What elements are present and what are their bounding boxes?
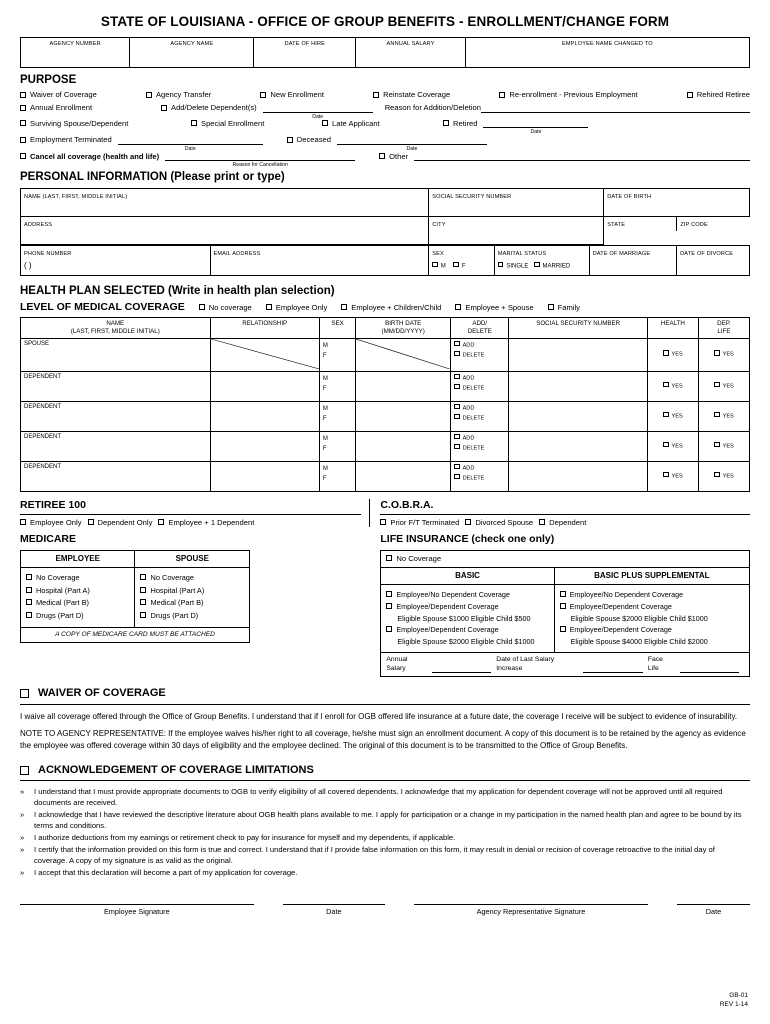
checkbox-icon[interactable] xyxy=(454,434,460,440)
medicare-col-spouse: SPOUSE xyxy=(135,551,250,568)
checkbox-icon[interactable] xyxy=(453,262,459,268)
cobra-prior-ft-terminated[interactable]: Prior F/T Terminated xyxy=(380,518,459,527)
checkbox-icon[interactable] xyxy=(20,92,26,98)
agency-info-table xyxy=(20,37,750,68)
checkbox-icon[interactable] xyxy=(663,442,669,448)
checkbox-icon[interactable] xyxy=(663,472,669,478)
diagonal-strike-icon xyxy=(211,339,319,369)
purpose-agency-transfer[interactable]: Agency Transfer xyxy=(146,90,211,99)
spouse-birthdate-cell[interactable] xyxy=(356,338,451,371)
dep4-deplife-cell[interactable]: YES xyxy=(698,461,749,491)
medicare-life-row xyxy=(20,533,750,677)
checkbox-icon[interactable] xyxy=(386,591,392,597)
checkbox-icon[interactable] xyxy=(443,120,449,126)
medicare-emp-hospital[interactable]: Hospital (Part A) xyxy=(26,585,129,598)
checkbox-icon[interactable] xyxy=(140,574,146,580)
waiver-heading: WAIVER OF COVERAGE xyxy=(38,687,166,700)
purpose-new-enrollment[interactable]: New Enrollment xyxy=(260,90,324,99)
life-supp-dependent-1-detail: Eligible Spouse $2000 Eligible Child $1000 xyxy=(570,613,708,623)
life-supplemental-options xyxy=(554,584,749,652)
form-id: GB-01 xyxy=(729,992,748,1000)
life-no-coverage[interactable]: No Coverage xyxy=(381,551,750,567)
dep1-ssn-cell[interactable] xyxy=(509,371,648,401)
other-reason-field[interactable] xyxy=(414,153,750,161)
checkbox-icon[interactable] xyxy=(663,350,669,356)
address-cell[interactable]: ADDRESS xyxy=(21,216,429,244)
cancel-reason-field[interactable]: Reason for Cancellation xyxy=(165,153,355,161)
list-item: » I accept that this declaration will become a part of my application for coverage. xyxy=(20,868,298,878)
col-name: NAME (LAST, FIRST, MIDDLE INITIAL) xyxy=(21,318,211,339)
dep1-deplife-cell[interactable]: YES xyxy=(698,371,749,401)
zip-cell[interactable]: ZIP CODE xyxy=(680,221,708,228)
deceased-date-field[interactable]: Date xyxy=(337,137,487,145)
phone-value: ( ) xyxy=(24,260,32,270)
checkbox-icon[interactable] xyxy=(266,304,272,310)
col-relationship: RELATIONSHIP xyxy=(210,318,319,339)
spouse-sex-cell[interactable]: M F xyxy=(319,338,355,371)
acknowledgement-heading: ACKNOWLEDGEMENT OF COVERAGE LIMITATIONS xyxy=(38,763,314,776)
checkbox-icon[interactable] xyxy=(26,574,32,580)
checkbox-icon[interactable] xyxy=(380,519,386,525)
medicare-col-employee: EMPLOYEE xyxy=(21,551,135,568)
purpose-add-delete-dependents[interactable]: Add/Delete Dependent(s) xyxy=(161,103,257,112)
purpose-reenrollment[interactable]: Re-enrollment - Previous Employment xyxy=(499,90,637,99)
acknowledgement-list xyxy=(20,786,750,878)
life-basic-dependent-1[interactable]: Employee/Dependent Coverage xyxy=(386,601,548,613)
life-heading: LIFE INSURANCE (check one only) xyxy=(380,533,555,546)
checkbox-icon[interactable] xyxy=(379,153,385,159)
dep4-birthdate-cell[interactable] xyxy=(356,461,451,491)
medicare-spouse-options xyxy=(135,568,250,627)
dep2-relationship-cell[interactable] xyxy=(210,401,319,431)
dep2-ssn-cell[interactable] xyxy=(509,401,648,431)
diagonal-strike-icon xyxy=(356,339,450,369)
reason-addition-deletion-field[interactable] xyxy=(481,105,750,113)
agency-signature-line[interactable]: Agency Representative Signature xyxy=(414,905,648,919)
checkbox-icon[interactable] xyxy=(432,262,438,268)
life-col-basic-supplemental: BASIC PLUS SUPPLEMENTAL xyxy=(554,567,749,584)
medicare-section xyxy=(20,533,370,677)
purpose-row-2 xyxy=(20,103,750,120)
life-basic-no-dependent[interactable]: Employee/No Dependent Coverage xyxy=(386,589,548,601)
dep3-add-delete-cell[interactable]: ADD DELETE xyxy=(451,431,509,461)
coverage-employee-spouse[interactable]: Employee + Spouse xyxy=(455,303,533,312)
medicare-sp-drugs[interactable]: Drugs (Part D) xyxy=(140,610,244,623)
life-supp-no-dependent[interactable]: Employee/No Dependent Coverage xyxy=(560,589,744,601)
dep1-sex-cell[interactable]: M F xyxy=(319,371,355,401)
phone-cell[interactable]: PHONE NUMBER ( ) xyxy=(21,245,211,275)
checkbox-icon[interactable] xyxy=(386,603,392,609)
purpose-cancel-all-coverage[interactable]: Cancel all coverage (health and life) xyxy=(20,152,159,161)
bullet-icon: » xyxy=(20,868,25,878)
checkbox-icon[interactable] xyxy=(454,384,460,390)
row-label-dependent-4: DEPENDENT xyxy=(21,461,211,491)
coverage-level-row xyxy=(20,301,750,314)
purpose-row-5 xyxy=(20,151,750,169)
purpose-employment-terminated[interactable]: Employment Terminated xyxy=(20,135,112,144)
checkbox-icon[interactable] xyxy=(454,464,460,470)
medicare-emp-no-coverage[interactable]: No Coverage xyxy=(26,572,129,585)
spouse-relationship-cell[interactable] xyxy=(210,338,319,371)
purpose-annual-enrollment[interactable]: Annual Enrollment xyxy=(20,103,155,112)
checkbox-icon[interactable] xyxy=(454,414,460,420)
coverage-family[interactable]: Family xyxy=(548,303,580,312)
checkbox-icon[interactable] xyxy=(454,444,460,450)
table-row[interactable] xyxy=(21,338,750,371)
retired-date-field[interactable]: Date xyxy=(483,120,588,128)
col-birthdate: BIRTH DATE (MM/DD/YYYY) xyxy=(356,318,451,339)
spouse-add-delete-cell[interactable]: ADD DELETE xyxy=(451,338,509,371)
purpose-reinstate-coverage[interactable]: Reinstate Coverage xyxy=(373,90,450,99)
checkbox-icon[interactable] xyxy=(88,519,94,525)
checkbox-icon[interactable] xyxy=(714,472,720,478)
last-salary-increase-input[interactable] xyxy=(583,672,642,673)
dep1-health-cell[interactable]: YES xyxy=(647,371,698,401)
dep4-add-delete-cell[interactable]: ADD DELETE xyxy=(451,461,509,491)
life-footer-fields: Annual Salary Date of Last Salary Increase Face Life xyxy=(381,653,750,677)
checkbox-icon[interactable] xyxy=(687,92,693,98)
checkbox-icon[interactable] xyxy=(539,519,545,525)
medicare-sp-hospital[interactable]: Hospital (Part A) xyxy=(140,585,244,598)
waiver-paragraph-2: NOTE TO AGENCY REPRESENTATIVE: If the employee waives his/her right to all coverage, he/she must sign an enrollment document. A copy of this document is to be retained by the agency as evidence the employee was offered coverage within 30 days of eligibility and the employee declined. The original of this document is to be transmitted to the Office of Group Benefits. xyxy=(20,729,746,751)
col-ssn: SOCIAL SECURITY NUMBER xyxy=(509,318,648,339)
dep3-sex-cell[interactable]: M F xyxy=(319,431,355,461)
dep2-add-delete-cell[interactable]: ADD DELETE xyxy=(451,401,509,431)
checkbox-icon[interactable] xyxy=(454,341,460,347)
dep2-deplife-cell[interactable]: YES xyxy=(698,401,749,431)
retiree-employee-plus-one[interactable]: Employee + 1 Dependent xyxy=(158,518,254,527)
acknowledgement-checkbox[interactable] xyxy=(20,766,29,775)
medicare-employee-options xyxy=(21,568,135,627)
marital-status-cell[interactable]: MARITAL STATUS SINGLE MARRIED xyxy=(494,245,589,275)
dep1-birthdate-cell[interactable] xyxy=(356,371,451,401)
retiree-cobra-row xyxy=(20,499,750,528)
health-plan-heading: HEALTH PLAN SELECTED (Write in health plan selection) xyxy=(20,284,335,297)
checkbox-icon[interactable] xyxy=(341,304,347,310)
signature-table xyxy=(20,904,750,918)
life-basic-dependent-2-detail: Eligible Spouse $2000 Eligible Child $1000 xyxy=(397,637,535,647)
marriage-date-cell[interactable]: DATE OF MARRIAGE xyxy=(589,245,676,275)
checkbox-icon[interactable] xyxy=(714,412,720,418)
personal-info-table xyxy=(20,188,750,245)
dep3-deplife-cell[interactable]: YES xyxy=(698,431,749,461)
table-row[interactable] xyxy=(21,461,750,491)
checkbox-icon[interactable] xyxy=(20,105,26,111)
checkbox-icon[interactable] xyxy=(454,374,460,380)
terminated-date-field[interactable]: Date xyxy=(118,137,263,145)
medicare-sp-no-coverage[interactable]: No Coverage xyxy=(140,572,244,585)
page-title: STATE OF LOUISIANA - OFFICE OF GROUP BENEFITS - ENROLLMENT/CHANGE FORM xyxy=(100,14,670,29)
agency-date-line[interactable]: Date xyxy=(677,905,750,919)
employee-date-line[interactable]: Date xyxy=(283,905,385,919)
checkbox-icon[interactable] xyxy=(454,474,460,480)
face-life-input[interactable] xyxy=(680,672,739,673)
coverage-no-coverage[interactable]: No coverage xyxy=(199,303,252,312)
purpose-row-1 xyxy=(20,90,750,99)
cobra-options xyxy=(380,518,750,527)
cobra-section xyxy=(370,499,750,528)
row-label-dependent-1: DEPENDENT xyxy=(21,371,211,401)
checkbox-icon[interactable] xyxy=(26,599,32,605)
medicare-table xyxy=(20,550,250,643)
personal-info-heading: PERSONAL INFORMATION (Please print or type) xyxy=(20,171,285,184)
checkbox-icon[interactable] xyxy=(714,350,720,356)
life-basic-dependent-2[interactable]: Employee/Dependent Coverage xyxy=(386,624,548,636)
ssn-cell[interactable]: SOCIAL SECURITY NUMBER xyxy=(429,188,604,216)
city-cell[interactable]: CITY xyxy=(429,216,604,244)
name-cell[interactable]: NAME (LAST, FIRST, MIDDLE INITIAL) xyxy=(21,188,429,216)
checkbox-icon[interactable] xyxy=(146,92,152,98)
checkbox-icon[interactable] xyxy=(386,626,392,632)
checkbox-icon[interactable] xyxy=(560,603,566,609)
col-add-delete: ADD/ DELETE xyxy=(451,318,509,339)
state-cell[interactable]: STATE xyxy=(604,217,677,231)
purpose-heading: PURPOSE xyxy=(20,73,77,86)
dep3-ssn-cell[interactable] xyxy=(509,431,648,461)
personal-contact-table xyxy=(20,245,750,276)
waiver-paragraph-1: I waive all coverage offered through the Office of Group Benefits. I understand that if I enroll for OGB offered life insurance at a future date, the coverage I receive will be subject to evidence of insurability. xyxy=(20,711,738,721)
table-row[interactable] xyxy=(21,431,750,461)
purpose-special-enrollment[interactable]: Special Enrollment xyxy=(191,119,316,128)
employee-signature-line[interactable]: Employee Signature xyxy=(20,905,254,919)
agency-name-cell[interactable]: AGENCY NAME xyxy=(130,37,254,67)
dob-cell[interactable]: DATE OF BIRTH xyxy=(604,188,750,216)
coverage-heading: LEVEL OF MEDICAL COVERAGE xyxy=(20,300,185,313)
col-dep-life: DEP. LIFE xyxy=(698,318,749,339)
checkbox-icon[interactable] xyxy=(499,92,505,98)
date-of-hire-cell[interactable]: DATE OF HIRE xyxy=(254,37,356,67)
purpose-rehired-retiree[interactable]: Rehired Retiree xyxy=(687,90,750,99)
checkbox-icon[interactable] xyxy=(534,262,540,268)
medicare-sp-medical[interactable]: Medical (Part B) xyxy=(140,597,244,610)
purpose-surviving-spouse[interactable]: Surviving Spouse/Dependent xyxy=(20,119,185,128)
bullet-icon: » xyxy=(20,787,25,797)
checkbox-icon[interactable] xyxy=(322,120,328,126)
retiree-employee-only[interactable]: Employee Only xyxy=(20,518,82,527)
retiree-options xyxy=(20,518,361,527)
checkbox-icon[interactable] xyxy=(560,626,566,632)
retiree-section xyxy=(20,499,370,528)
life-basic-options xyxy=(381,584,554,652)
checkbox-icon[interactable] xyxy=(663,382,669,388)
checkbox-icon[interactable] xyxy=(140,612,146,618)
purpose-deceased[interactable]: Deceased xyxy=(287,135,331,144)
dep1-add-delete-cell[interactable]: ADD DELETE xyxy=(451,371,509,401)
cobra-divorced-spouse[interactable]: Divorced Spouse xyxy=(465,518,533,527)
life-supp-dependent-2[interactable]: Employee/Dependent Coverage xyxy=(560,624,744,636)
dependents-table xyxy=(20,317,750,492)
row-label-dependent-2: DEPENDENT xyxy=(21,401,211,431)
checkbox-icon[interactable] xyxy=(386,555,392,561)
life-insurance-section xyxy=(370,533,750,677)
annual-salary-cell[interactable]: ANNUAL SALARY xyxy=(356,37,465,67)
sex-cell[interactable]: SEX M F xyxy=(429,245,495,275)
col-sex: SEX xyxy=(319,318,355,339)
cobra-heading: C.O.B.R.A. xyxy=(380,498,434,511)
checkbox-icon[interactable] xyxy=(548,304,554,310)
life-basic-dependent-1-detail: Eligible Spouse $1000 Eligible Child $500 xyxy=(397,613,531,623)
dep4-relationship-cell[interactable] xyxy=(210,461,319,491)
checkbox-icon[interactable] xyxy=(465,519,471,525)
medicare-emp-medical[interactable]: Medical (Part B) xyxy=(26,597,129,610)
list-item: » I authorize deductions from my earnings or retirement check to pay for insurance for myself and my dependents, if applicable. xyxy=(20,833,456,843)
dep2-sex-cell[interactable]: M F xyxy=(319,401,355,431)
dep4-health-cell[interactable]: YES xyxy=(647,461,698,491)
coverage-employee-only[interactable]: Employee Only xyxy=(266,303,328,312)
life-table xyxy=(380,550,750,677)
waiver-checkbox[interactable] xyxy=(20,689,29,698)
checkbox-icon[interactable] xyxy=(199,304,205,310)
life-supp-dependent-2-detail: Eligible Spouse $4000 Eligible Child $2000 xyxy=(570,637,708,647)
cobra-dependent[interactable]: Dependent xyxy=(539,518,586,527)
medicare-heading: MEDICARE xyxy=(20,533,77,546)
add-delete-date-field[interactable]: Date xyxy=(263,105,373,113)
purpose-other[interactable]: Other xyxy=(379,152,408,161)
medicare-emp-drugs[interactable]: Drugs (Part D) xyxy=(26,610,129,623)
checkbox-icon[interactable] xyxy=(714,382,720,388)
checkbox-icon[interactable] xyxy=(20,120,26,126)
checkbox-icon[interactable] xyxy=(663,412,669,418)
bullet-icon: » xyxy=(20,810,25,820)
bullet-icon: » xyxy=(20,833,25,843)
agency-number-cell[interactable]: AGENCY NUMBER xyxy=(21,37,130,67)
checkbox-icon[interactable] xyxy=(26,587,32,593)
row-label-spouse: SPOUSE xyxy=(21,338,211,371)
form-revision: REV 1-14 xyxy=(719,1001,748,1009)
checkbox-icon[interactable] xyxy=(560,591,566,597)
retiree-heading: RETIREE 100 xyxy=(20,498,86,511)
checkbox-icon[interactable] xyxy=(161,105,167,111)
coverage-employee-children[interactable]: Employee + Children/Child xyxy=(341,303,441,312)
purpose-retired[interactable]: Retired xyxy=(443,119,477,128)
life-supp-dependent-1[interactable]: Employee/Dependent Coverage xyxy=(560,601,744,613)
life-col-basic: BASIC xyxy=(381,567,554,584)
spouse-deplife-cell[interactable]: YES xyxy=(698,338,749,371)
bullet-icon: » xyxy=(20,845,25,855)
checkbox-icon[interactable] xyxy=(714,442,720,448)
table-row[interactable] xyxy=(21,401,750,431)
dep1-relationship-cell[interactable] xyxy=(210,371,319,401)
checkbox-icon[interactable] xyxy=(373,92,379,98)
dep3-relationship-cell[interactable] xyxy=(210,431,319,461)
employee-name-changed-cell[interactable]: EMPLOYEE NAME CHANGED TO xyxy=(465,37,749,67)
reason-addition-deletion-label: Reason for Addition/Deletion xyxy=(384,103,481,113)
col-health: HEALTH xyxy=(647,318,698,339)
purpose-waiver-of-coverage[interactable]: Waiver of Coverage xyxy=(20,90,97,99)
acknowledgement-heading-row xyxy=(20,764,750,778)
annual-salary-input[interactable] xyxy=(432,672,491,673)
spouse-health-cell[interactable]: YES xyxy=(647,338,698,371)
email-cell[interactable]: EMAIL ADDRESS xyxy=(210,245,429,275)
form-footer xyxy=(720,992,748,1010)
checkbox-icon[interactable] xyxy=(140,599,146,605)
table-row[interactable] xyxy=(21,371,750,401)
dep3-health-cell[interactable]: YES xyxy=(647,431,698,461)
dep4-ssn-cell[interactable] xyxy=(509,461,648,491)
dep4-sex-cell[interactable]: M F xyxy=(319,461,355,491)
checkbox-icon[interactable] xyxy=(20,153,26,159)
checkbox-icon[interactable] xyxy=(140,587,146,593)
row-label-dependent-3: DEPENDENT xyxy=(21,431,211,461)
state-zip-group xyxy=(604,216,750,244)
spouse-ssn-cell[interactable] xyxy=(509,338,648,371)
waiver-heading-row xyxy=(20,687,750,701)
checkbox-icon[interactable] xyxy=(260,92,266,98)
purpose-row-3 xyxy=(20,118,750,136)
medicare-note: A COPY OF MEDICARE CARD MUST BE ATTACHED xyxy=(21,627,250,642)
checkbox-icon[interactable] xyxy=(454,404,460,410)
dep3-birthdate-cell[interactable] xyxy=(356,431,451,461)
checkbox-icon[interactable] xyxy=(26,612,32,618)
checkbox-icon[interactable] xyxy=(20,137,26,143)
dep2-birthdate-cell[interactable] xyxy=(356,401,451,431)
purpose-row-4 xyxy=(20,135,750,152)
purpose-late-applicant[interactable]: Late Applicant xyxy=(322,119,437,128)
retiree-dependent-only[interactable]: Dependent Only xyxy=(88,518,153,527)
list-item: » I acknowledge that I have reviewed the descriptive literature about OGB health plans available to me. I apply for participation or a change in my participation in the named health plan and agree to be bound by its terms and conditions. xyxy=(20,810,742,831)
checkbox-icon[interactable] xyxy=(287,137,293,143)
dep2-health-cell[interactable]: YES xyxy=(647,401,698,431)
checkbox-icon[interactable] xyxy=(454,351,460,357)
checkbox-icon[interactable] xyxy=(20,519,26,525)
checkbox-icon[interactable] xyxy=(191,120,197,126)
checkbox-icon[interactable] xyxy=(498,262,504,268)
list-item: » I understand that I must provide appropriate documents to OGB to verify eligibility of all covered dependents. I acknowledge that my application for dependent coverage will not be approved until all required documents are received. xyxy=(20,787,723,808)
divorce-date-cell[interactable]: DATE OF DIVORCE xyxy=(677,245,750,275)
list-item: » I certify that the information provided on this form is true and correct. I understand that if I provide false information on this form, it may result in denial or recision of coverage retroactive to the initial day of coverage. A copy of my signature is as valid as the original. xyxy=(20,845,715,866)
checkbox-icon[interactable] xyxy=(158,519,164,525)
checkbox-icon[interactable] xyxy=(455,304,461,310)
